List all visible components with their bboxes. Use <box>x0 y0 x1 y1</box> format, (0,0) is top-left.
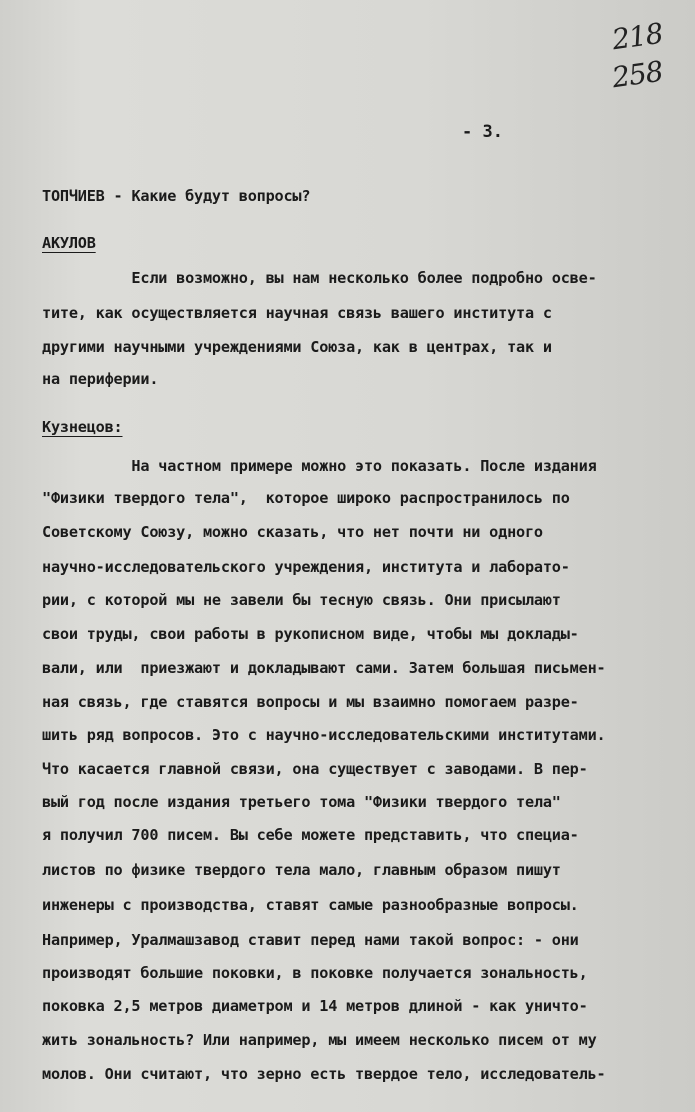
topchiev-line <box>42 186 692 206</box>
text-line: вый год после издания третьего тома "Физики твердого тела" <box>42 793 561 811</box>
text-line: Что касается главной связи, она существует с заводами. В пер- <box>42 760 588 778</box>
speaker-name: Кузнецов: <box>42 418 123 436</box>
text-line: на периферии. <box>42 370 159 388</box>
text-line: жить зональность? Или например, мы имеем несколько писем от му <box>42 1031 597 1049</box>
text-line: Например, Уралмашзавод ставит перед нами такой вопрос: - они <box>42 931 579 949</box>
text-line: научно-исследовательского учреждения, института и лаборато- <box>42 558 570 576</box>
text-line: Советскому Союзу, можно сказать, что нет почти ни одного <box>42 523 543 541</box>
text-line: свои труды, свои работы в рукописном виде, чтобы мы доклады- <box>42 625 579 643</box>
text-line: вали, или приезжают и докладывают сами. Затем большая письмен- <box>42 659 606 677</box>
text-line: На частном примере можно это показать. После издания <box>42 457 597 475</box>
text-line: "Физики твердого тела", которое широко распространилось по <box>42 489 570 507</box>
text-line: я получил 700 писем. Вы себе можете представить, что специа- <box>42 826 579 844</box>
text-line: тите, как осуществляется научная связь вашего института с <box>42 304 552 322</box>
text-line: инженеры с производства, ставят самые разнообразные вопросы. <box>42 896 579 914</box>
page-number: - 3. <box>462 122 503 142</box>
text-line: другими научными учреждениями Союза, как в центрах, так и <box>42 338 552 356</box>
text-line: шить ряд вопросов. Это с научно-исследовательскими институтами. <box>42 726 606 744</box>
text-line: рии, с которой мы не завели бы тесную связь. Они присылают <box>42 591 561 609</box>
question-text: - Какие будут вопросы? <box>104 187 311 205</box>
text-line: Если возможно, вы нам несколько более подробно осве- <box>42 269 597 287</box>
archive-number-top: 218 <box>609 16 665 57</box>
speaker-name: АКУЛОВ <box>42 234 96 252</box>
text-line: поковка 2,5 метров диаметром и 14 метров длиной - как уничто- <box>42 997 588 1015</box>
text-line: листов по физике твердого тела мало, главным образом пишут <box>42 861 561 879</box>
speaker-name: ТОПЧИЕВ <box>42 187 105 205</box>
archive-number-bottom: 258 <box>609 54 665 95</box>
text-line: ная связь, где ставятся вопросы и мы взаимно помогаем разре- <box>42 693 579 711</box>
text-line: производят большие поковки, в поковке получается зональность, <box>42 964 588 982</box>
text-line: молов. Они считают, что зерно есть твердое тело, исследователь- <box>42 1065 606 1083</box>
